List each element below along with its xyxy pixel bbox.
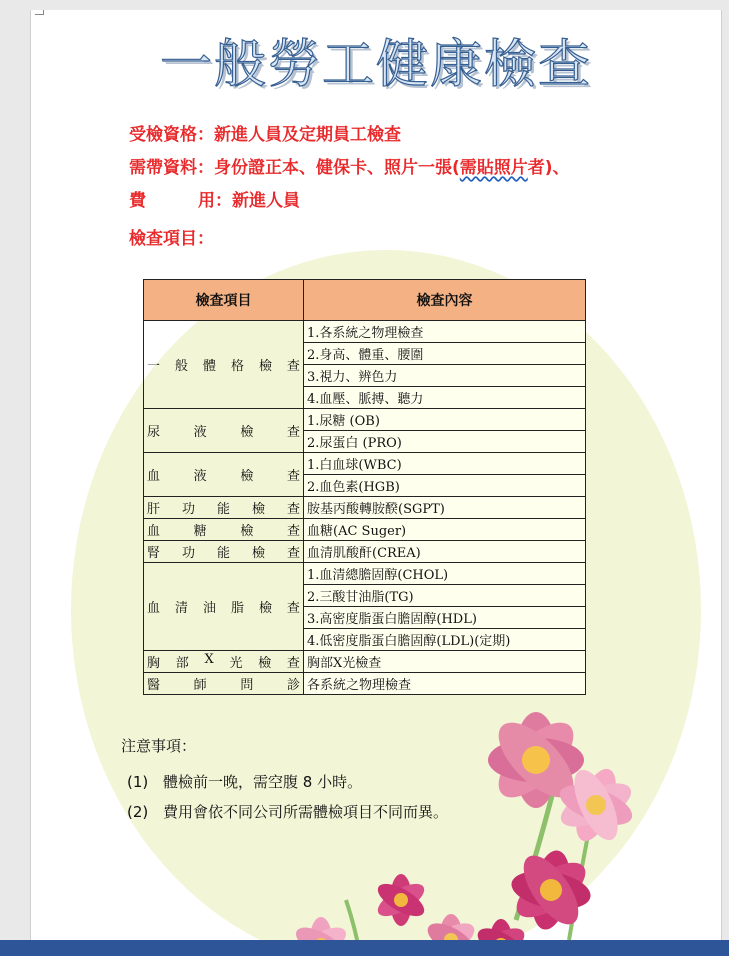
exam-content-cell: 2.尿蛋白 (PRO) [304,431,586,453]
exam-item-char: 醫 [147,678,161,693]
exam-item-cell [144,651,304,673]
exam-item-char: 血 [147,469,161,484]
exam-item-char: 尿 [147,425,161,440]
exam-item-char: 檢 [258,656,272,671]
items-heading: 檢查項目： [129,229,214,249]
exam-content-cell: 2.血色素(HGB) [304,475,586,497]
exam-item-char: 肝 [147,502,161,517]
exam-item-char: 檢 [258,601,272,616]
exam-item-char: 查 [286,601,300,616]
exam-item-char: 胸 [147,656,161,671]
fee-label-2: 用： [198,191,232,211]
fee-line [129,186,300,211]
exam-item-char: 腎 [147,546,161,561]
page-corner-mark [35,10,44,15]
table-row [144,519,586,541]
exam-table [143,279,586,695]
exam-item-char: 能 [216,546,230,561]
exam-item-cell [144,453,304,497]
notes-title: 注意事項： [121,737,197,755]
exam-item-char: 問 [240,678,254,693]
eligibility-value: 新進人員及定期員工檢查 [214,125,401,145]
exam-item-char: 檢 [258,359,272,374]
table-row [144,651,586,673]
exam-item-char: 油 [202,601,216,616]
exam-item-char: 體 [202,359,216,374]
documents-label: 需帶資料： [129,158,214,178]
cosmos-flowers-illustration [251,690,721,956]
exam-item-char: 脂 [230,601,244,616]
exam-content-cell: 血清肌酸酐(CREA) [304,541,586,563]
exam-content-cell: 1.白血球(WBC) [304,453,586,475]
header-item: 檢查項目 [144,280,304,321]
fee-label-1: 費 [129,191,146,211]
exam-item-char: 部 [175,656,189,671]
page-title: 一般勞工健康檢查 [159,35,592,95]
exam-item-char: 血 [147,601,161,616]
document-page [30,10,722,956]
flower-small-a [373,874,429,926]
exam-item-char: X [204,652,214,667]
exam-item-char: 檢 [240,524,254,539]
exam-content-cell: 4.低密度脂蛋白膽固醇(LDL)(定期) [304,629,586,651]
exam-item-char: 查 [286,425,300,440]
note-text: 體檢前一晚，需空腹 8 小時。 [163,773,363,791]
exam-item-label [147,520,300,539]
exam-content-cell: 3.高密度脂蛋白膽固醇(HDL) [304,607,586,629]
flower-magenta [508,847,594,933]
exam-item-cell [144,541,304,563]
exam-item-label [147,498,300,517]
fee-value: 新進人員 [232,191,300,211]
table-row [144,541,586,563]
documents-value-a: 身份證正本、健保卡、照片一張( [214,158,460,178]
eligibility-line [129,120,401,145]
exam-item-char: 格 [230,359,244,374]
exam-item-char: 查 [286,502,300,517]
exam-item-char: 清 [174,601,188,616]
exam-item-char: 查 [286,524,300,539]
documents-line [129,153,570,178]
exam-item-label [147,465,300,484]
exam-item-char: 一 [147,359,161,374]
exam-content-cell: 1.血清總膽固醇(CHOL) [304,563,586,585]
exam-content-cell: 4.血壓、脈搏、聽力 [304,387,586,409]
table-row [144,453,586,475]
exam-item-char: 血 [147,524,161,539]
exam-item-char: 師 [193,678,207,693]
exam-item-char: 液 [193,425,207,440]
exam-content-cell: 胺基丙酸轉胺䤆(SGPT) [304,497,586,519]
exam-content-cell: 各系統之物理檢查 [304,673,586,695]
table-body [144,321,586,695]
exam-content-cell: 血糖(AC Suger) [304,519,586,541]
exam-item-char: 糖 [193,524,207,539]
exam-item-label [147,652,300,671]
exam-item-char: 檢 [251,546,265,561]
documents-value-wavy: 需貼照片 [459,158,528,178]
exam-item-label [147,421,300,440]
table-row [144,497,586,519]
exam-item-char: 液 [193,469,207,484]
exam-item-cell [144,409,304,453]
exam-item-char: 查 [286,469,300,484]
exam-item-cell [144,497,304,519]
exam-item-char: 檢 [240,469,254,484]
exam-item-char: 診 [286,678,300,693]
table-row [144,409,586,431]
header-content: 檢查內容 [304,280,586,321]
exam-item-char: 檢 [240,425,254,440]
exam-item-char: 功 [181,546,195,561]
note-number: (1) [127,773,149,791]
table-header-row [144,280,586,321]
exam-item-label [147,355,300,374]
exam-content-cell: 2.身高、體重、腰圍 [304,343,586,365]
table-row [144,321,586,343]
exam-content-cell: 2.三酸甘油脂(TG) [304,585,586,607]
exam-item-char: 查 [286,656,300,671]
exam-content-cell: 1.各系統之物理檢查 [304,321,586,343]
exam-item-char: 光 [229,656,243,671]
eligibility-label: 受檢資格： [129,125,214,145]
exam-content-cell: 3.視力、辨色力 [304,365,586,387]
exam-item-char: 能 [216,502,230,517]
exam-item-cell [144,321,304,409]
exam-item-char: 檢 [251,502,265,517]
documents-value-b: 者)、 [527,158,570,178]
exam-item-char: 功 [181,502,195,517]
exam-content-cell: 1.尿糖 (OB) [304,409,586,431]
note-number: (2) [127,803,149,821]
note-text: 費用會依不同公司所需體檢項目不同而異。 [163,803,449,821]
status-bar [0,940,729,956]
exam-item-cell [144,519,304,541]
exam-item-char: 查 [286,546,300,561]
table-row [144,563,586,585]
exam-item-cell [144,563,304,651]
exam-content-cell: 胸部X光檢查 [304,651,586,673]
exam-item-label [147,542,300,561]
exam-item-char: 查 [286,359,300,374]
exam-item-char: 般 [174,359,188,374]
exam-item-label [147,597,300,616]
